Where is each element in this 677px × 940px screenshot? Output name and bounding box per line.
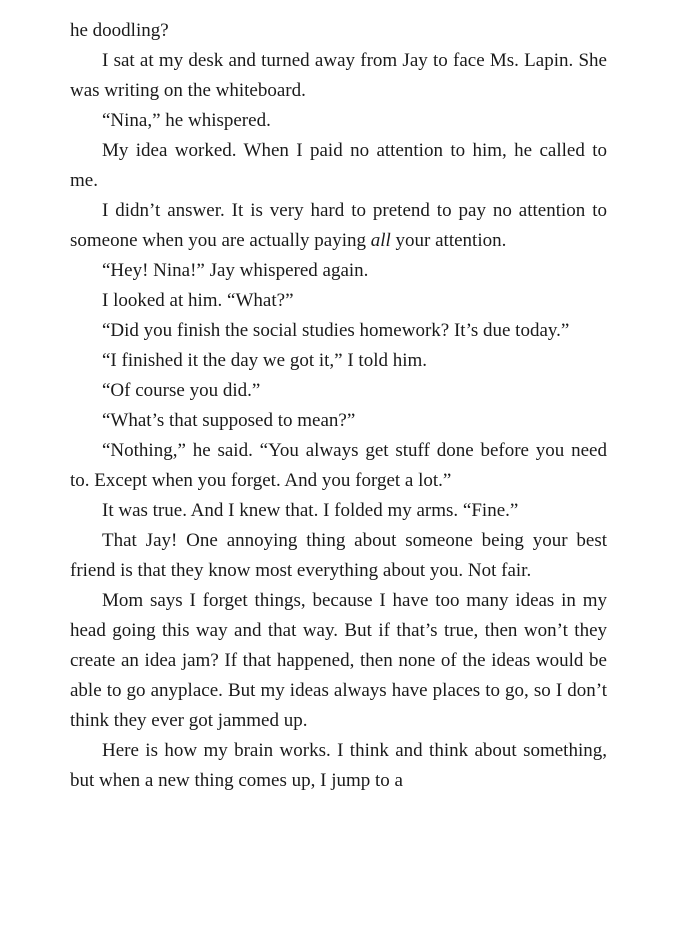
paragraph: That Jay! One annoying thing about someone being your best friend is that they know most everything about you. Not fair. — [70, 530, 607, 581]
paragraph: “Nothing,” he said. “You always get stuff done before you need to. Except when you forget. And you forget a lot.” — [70, 440, 607, 491]
emphasized-word: all — [370, 230, 391, 251]
paragraph: “Nina,” he whispered. — [102, 110, 271, 131]
paragraph: “Of course you did.” — [102, 380, 261, 401]
paragraph: “I finished it the day we got it,” I told him. — [102, 350, 428, 371]
paragraph: “Hey! Nina!” Jay whispered again. — [102, 260, 369, 281]
paragraph: “What’s that supposed to mean?” — [102, 410, 356, 431]
paragraph — [70, 196, 607, 256]
paragraph: Mom says I forget things, because I have too many ideas in my head going this way and that way. But if that’s true, then won’t they create an idea jam? If that happened, then none of the ideas would be able to go anyplace. But my ideas always have places to go, so I don’t think they ever got jammed up. — [70, 590, 607, 731]
paragraph: I looked at him. “What?” — [102, 290, 294, 311]
paragraph: I sat at my desk and turned away from Jay to face Ms. Lapin. She was writing on the whiteboard. — [70, 50, 607, 101]
paragraph-text: your attention. — [390, 230, 507, 251]
paragraph: he doodling? — [70, 20, 169, 41]
paragraph: “Did you finish the social studies homework? It’s due today.” — [102, 320, 570, 341]
paragraph: It was true. And I knew that. I folded my arms. “Fine.” — [102, 500, 519, 521]
paragraph: My idea worked. When I paid no attention to him, he called to me. — [70, 140, 607, 191]
paragraph: Here is how my brain works. I think and think about something, but when a new thing comes up, I jump to a — [70, 740, 607, 791]
paragraph-text: I didn’t answer. It is very hard to pretend to pay no attention to someone when you are actually paying — [70, 200, 607, 251]
book-page — [70, 16, 607, 796]
